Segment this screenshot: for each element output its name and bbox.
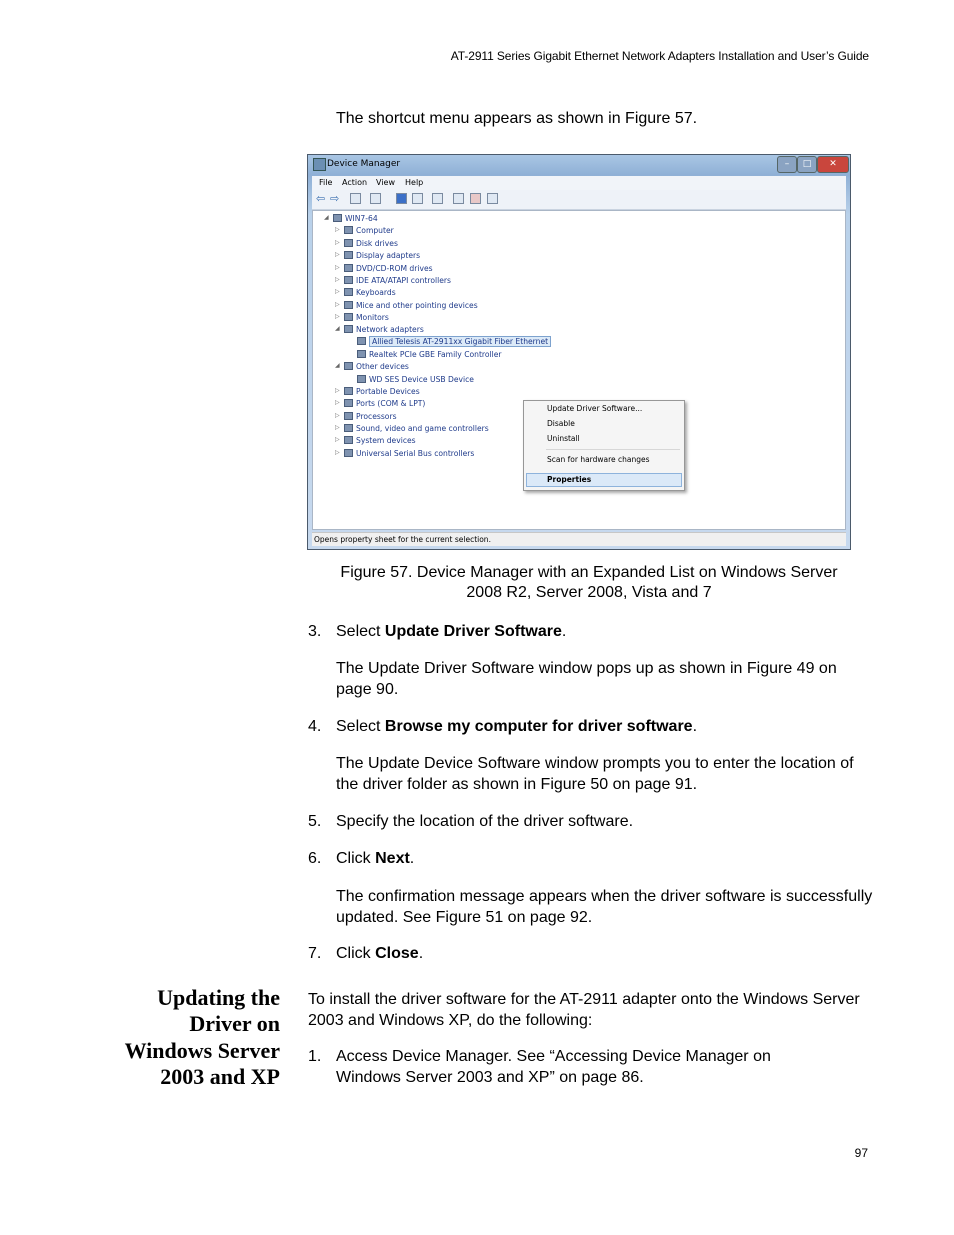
device-icon [344, 387, 353, 395]
tree-node: ▷ Portable Devices [335, 387, 420, 396]
device-tree [312, 210, 846, 530]
tree-node: Realtek PCIe GBE Family Controller [357, 350, 502, 359]
ctx-separator [546, 449, 680, 450]
device-icon [344, 412, 353, 420]
device-icon [344, 399, 353, 407]
maximize-button: □ [797, 156, 817, 173]
context-menu [523, 400, 685, 491]
toolbar [312, 190, 846, 210]
tree-node-selected: Allied Telesis AT-2911xx Gigabit Fiber Ethernet [357, 337, 551, 346]
scan-tool-icon [432, 193, 443, 204]
ctx-disable: Disable [547, 419, 575, 428]
section-intro: To install the driver software for the AT-2911 adapter onto the Windows Server 2003 and Windows XP, do the following: [308, 991, 860, 1029]
device-icon [344, 264, 353, 272]
device-manager-screenshot [307, 154, 851, 550]
menu-view: View [376, 178, 395, 187]
tree-node: ◢ Other devices [335, 362, 409, 371]
menu-file: File [319, 178, 333, 187]
forward-arrow-icon: ⇨ [330, 192, 340, 205]
tree-node: ▷ Sound, video and game controllers [335, 424, 489, 433]
disable-tool-icon [487, 193, 498, 204]
device-icon [344, 288, 353, 296]
device-icon [344, 226, 353, 234]
status-bar: Opens property sheet for the current selection. [312, 532, 846, 546]
device-icon [344, 424, 353, 432]
view-tool-icon [412, 193, 423, 204]
page-number: 97 [854, 1146, 868, 1160]
device-icon [344, 313, 353, 321]
caption-line-2: 2008 R2, Server 2008, Vista and 7 [466, 584, 712, 601]
ctx-properties: Properties [547, 475, 592, 484]
tree-node: ▷ Ports (COM & LPT) [335, 399, 426, 408]
tree-node: ▷ DVD/CD-ROM drives [335, 264, 433, 273]
figure-caption [308, 563, 870, 603]
tree-node: ▷ Disk drives [335, 239, 398, 248]
tree-node: ◢ WIN7-64 [324, 214, 378, 223]
tree-node: WD SES Device USB Device [357, 375, 474, 384]
device-icon [344, 251, 353, 259]
warning-device-icon [357, 375, 366, 383]
tree-node: ▷ Mice and other pointing devices [335, 301, 478, 310]
tree-node: ▷ Keyboards [335, 288, 396, 297]
uninstall-tool-icon [470, 193, 481, 204]
usb-icon [344, 449, 353, 457]
update-driver-tool-icon [453, 193, 464, 204]
ctx-scan: Scan for hardware changes [547, 455, 650, 464]
close-button: ✕ [817, 156, 849, 173]
network-adapter-icon [357, 350, 366, 358]
tree-node: ▷ Universal Serial Bus controllers [335, 449, 475, 458]
computer-icon [333, 214, 342, 222]
section-heading: Updating the Driver on Windows Server 2003 and XP [124, 985, 280, 1089]
tree-node: ▷ Display adapters [335, 251, 421, 260]
step-4-detail: The Update Device Software window prompts you to enter the location of the driver folder as shown in Figure 50 on page 91. [336, 755, 854, 793]
intro-text: The shortcut menu appears as shown in Figure 57. [336, 110, 698, 127]
minimize-button: – [777, 156, 797, 173]
network-adapter-icon [357, 337, 366, 345]
menu-bar [312, 176, 846, 190]
properties-tool-icon [350, 193, 361, 204]
caption-line-1: Figure 57. Device Manager with an Expanded List on Windows Server [340, 564, 838, 581]
device-icon [344, 276, 353, 284]
ctx-update-driver: Update Driver Software... [547, 404, 643, 413]
back-arrow-icon: ⇦ [316, 192, 326, 205]
device-icon [344, 362, 353, 370]
window-titlebar [308, 155, 850, 175]
step-6-detail: The confirmation message appears when the driver software is successfully updated. See Figure 51 on page 92. [336, 888, 873, 926]
tree-node: ▷ Monitors [335, 313, 389, 322]
tree-node: ◢ Network adapters [335, 325, 424, 334]
device-icon [344, 239, 353, 247]
list-tool-icon [370, 193, 381, 204]
menu-action: Action [342, 178, 368, 187]
network-icon [344, 325, 353, 333]
tree-node: ▷ Processors [335, 412, 397, 421]
step-3-detail: The Update Driver Software window pops up as shown in Figure 49 on page 90. [336, 660, 837, 698]
device-icon [344, 436, 353, 444]
tree-node: ▷ System devices [335, 436, 416, 445]
device-icon [344, 301, 353, 309]
tree-node: ▷ Computer [335, 226, 394, 235]
ctx-uninstall: Uninstall [547, 434, 580, 443]
running-header: AT-2911 Series Gigabit Ethernet Network Adapters Installation and User’s Guide [450, 49, 869, 63]
menu-help: Help [405, 178, 424, 187]
tree-node: ▷ IDE ATA/ATAPI controllers [335, 276, 451, 285]
device-manager-icon [313, 158, 326, 171]
section-step-1-text: Access Device Manager. See “Accessing Device Manager on Windows Server 2003 and XP” on page 86. [336, 1048, 771, 1086]
window-title: Device Manager [327, 159, 401, 169]
help-tool-icon [396, 193, 407, 204]
